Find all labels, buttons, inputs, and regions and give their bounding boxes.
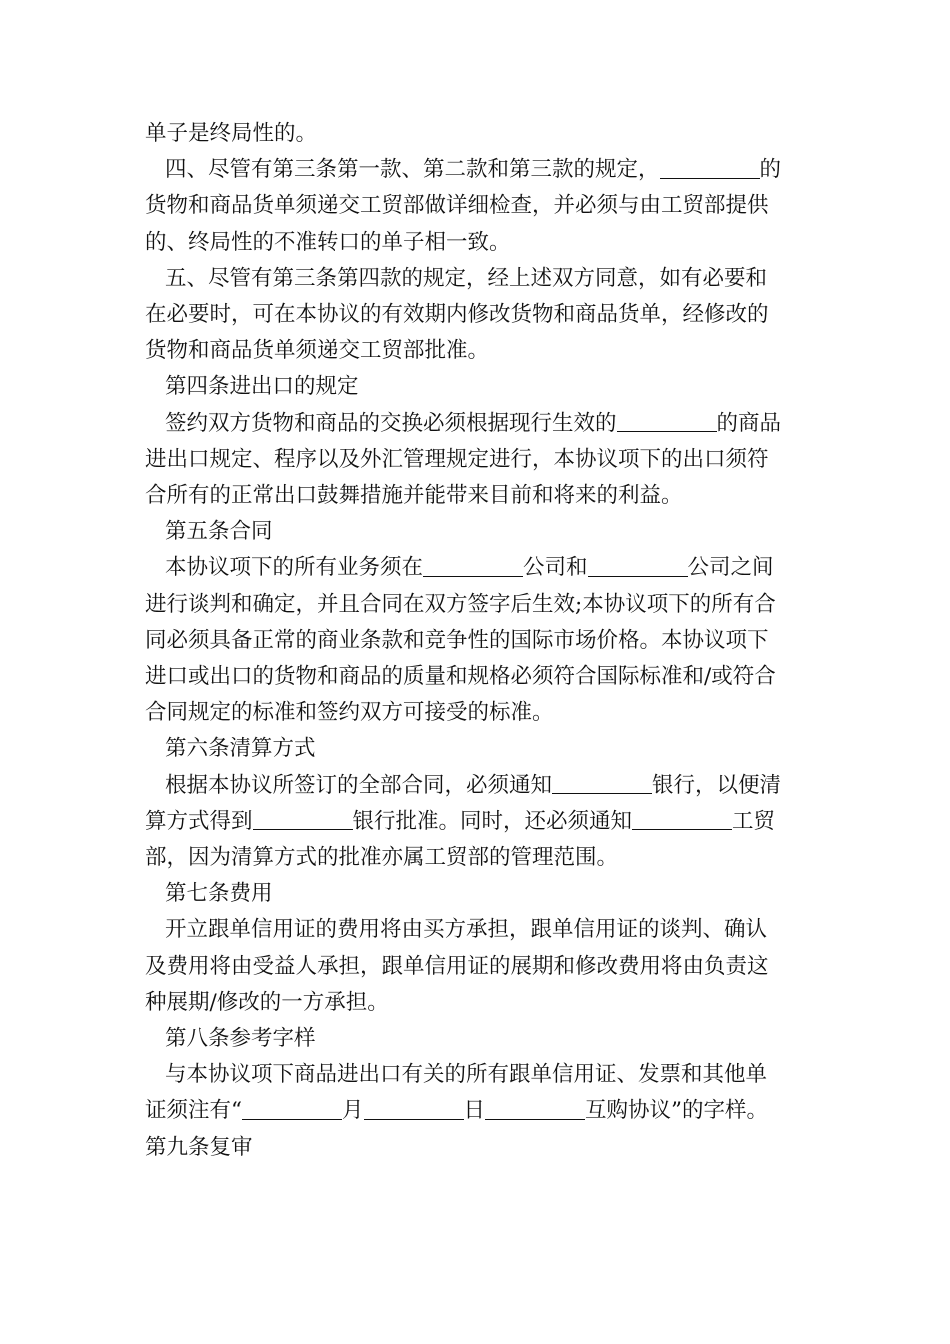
- text-run: 的商品: [716, 410, 782, 436]
- text-run: 互购协议”的字样。: [585, 1098, 769, 1124]
- text-line: [145, 804, 815, 840]
- section-heading: [145, 514, 815, 550]
- text-line: [145, 152, 815, 188]
- text-run: 算方式得到: [145, 808, 253, 834]
- text-line: [145, 188, 815, 224]
- text-run: 的、终局性的不准转口的单子相一致。: [145, 229, 511, 255]
- text-run: 进行谈判和确定，并且合同在双方签字后生效;本协议项下的所有合: [145, 591, 776, 617]
- text-run: 银行批准。同时，还必须通知: [352, 808, 633, 834]
- fill-in-blank[interactable]: [364, 1097, 464, 1121]
- text-line: [145, 1093, 815, 1129]
- text-line: [145, 949, 815, 985]
- text-line: [145, 768, 815, 804]
- fill-in-blank[interactable]: [423, 553, 523, 577]
- text-run: 种展期/修改的一方承担。: [145, 989, 389, 1015]
- heading-text: 第六条清算方式: [165, 736, 316, 762]
- text-run: 公司和: [523, 555, 588, 581]
- text-run: 同必须具备正常的商业条款和竞争性的国际市场价格。本协议项下: [145, 627, 769, 653]
- section-heading: [145, 731, 815, 767]
- text-line: [145, 659, 815, 695]
- heading-text: 第九条复审: [145, 1134, 253, 1160]
- text-line: [145, 1057, 815, 1093]
- text-line: [145, 550, 815, 586]
- text-run: 根据本协议所签订的全部合同，必须通知: [165, 772, 553, 798]
- heading-text: 第八条参考字样: [165, 1026, 316, 1052]
- text-run: 工贸: [732, 808, 776, 834]
- text-line: [145, 623, 815, 659]
- text-line: [145, 695, 815, 731]
- text-run: 及费用将由受益人承担，跟单信用证的展期和修改费用将由负责这: [145, 953, 769, 979]
- text-run: 日: [463, 1098, 486, 1124]
- fill-in-blank[interactable]: [660, 155, 760, 179]
- text-run: 五、尽管有第三条第四款的规定，经上述双方同意，如有必要和: [165, 265, 768, 291]
- text-line: [145, 225, 815, 261]
- section-heading: [145, 369, 815, 405]
- fill-in-blank[interactable]: [588, 553, 688, 577]
- text-run: 月: [342, 1098, 364, 1124]
- text-run: 货物和商品货单须递交工贸部做详细检查，并必须与由工贸部提供: [145, 193, 769, 219]
- text-run: 货物和商品货单须递交工贸部批准。: [145, 338, 490, 364]
- text-run: 在必要时，可在本协议的有效期内修改货物和商品货单，经修改的: [145, 302, 769, 328]
- document-body: [145, 116, 815, 1166]
- text-line: [145, 840, 815, 876]
- text-run: 合所有的正常出口鼓舞措施并能带来目前和将来的利益。: [145, 483, 683, 509]
- text-line: [145, 912, 815, 948]
- heading-text: 第七条费用: [165, 881, 273, 907]
- text-run: 本协议项下的所有业务须在: [165, 555, 424, 581]
- text-run: 单子是终局性的。: [145, 121, 318, 146]
- heading-text: 第四条进出口的规定: [165, 374, 359, 400]
- text-line: [145, 985, 815, 1021]
- fill-in-blank[interactable]: [552, 771, 652, 795]
- fill-in-blank[interactable]: [617, 409, 717, 433]
- text-run: 部，因为清算方式的批准亦属工贸部的管理范围。: [145, 845, 619, 871]
- text-line: [145, 261, 815, 297]
- text-run: 进出口规定、程序以及外汇管理规定进行，本协议项下的出口须符: [145, 446, 769, 472]
- fill-in-blank[interactable]: [253, 807, 353, 831]
- section-heading: [145, 1021, 815, 1057]
- text-run: 合同规定的标准和签约双方可接受的标准。: [145, 700, 554, 726]
- text-line: [145, 587, 815, 623]
- text-line: [145, 406, 815, 442]
- text-run: 进口或出口的货物和商品的质量和规格必须符合国际标准和/或符合: [145, 664, 776, 690]
- section-heading: [145, 876, 815, 912]
- fill-in-blank[interactable]: [632, 807, 732, 831]
- text-run: 的: [759, 157, 782, 183]
- text-line: [145, 116, 815, 152]
- fill-in-blank[interactable]: [485, 1097, 585, 1121]
- fill-in-blank[interactable]: [242, 1097, 342, 1121]
- text-run: 签约双方货物和商品的交换必须根据现行生效的: [165, 410, 617, 436]
- text-run: 银行，以便清: [652, 772, 782, 798]
- text-line: [145, 442, 815, 478]
- text-run: 证须注有“: [145, 1098, 242, 1124]
- text-run: 公司之间: [687, 555, 774, 581]
- text-line: [145, 333, 815, 369]
- section-heading: [145, 1130, 815, 1166]
- text-line: [145, 478, 815, 514]
- text-run: 四、尽管有第三条第一款、第二款和第三款的规定，: [165, 157, 660, 183]
- text-run: 与本协议项下商品进出口有关的所有跟单信用证、发票和其他单: [165, 1062, 768, 1088]
- text-line: [145, 297, 815, 333]
- text-run: 开立跟单信用证的费用将由买方承担，跟单信用证的谈判、确认: [165, 917, 768, 943]
- heading-text: 第五条合同: [165, 519, 273, 545]
